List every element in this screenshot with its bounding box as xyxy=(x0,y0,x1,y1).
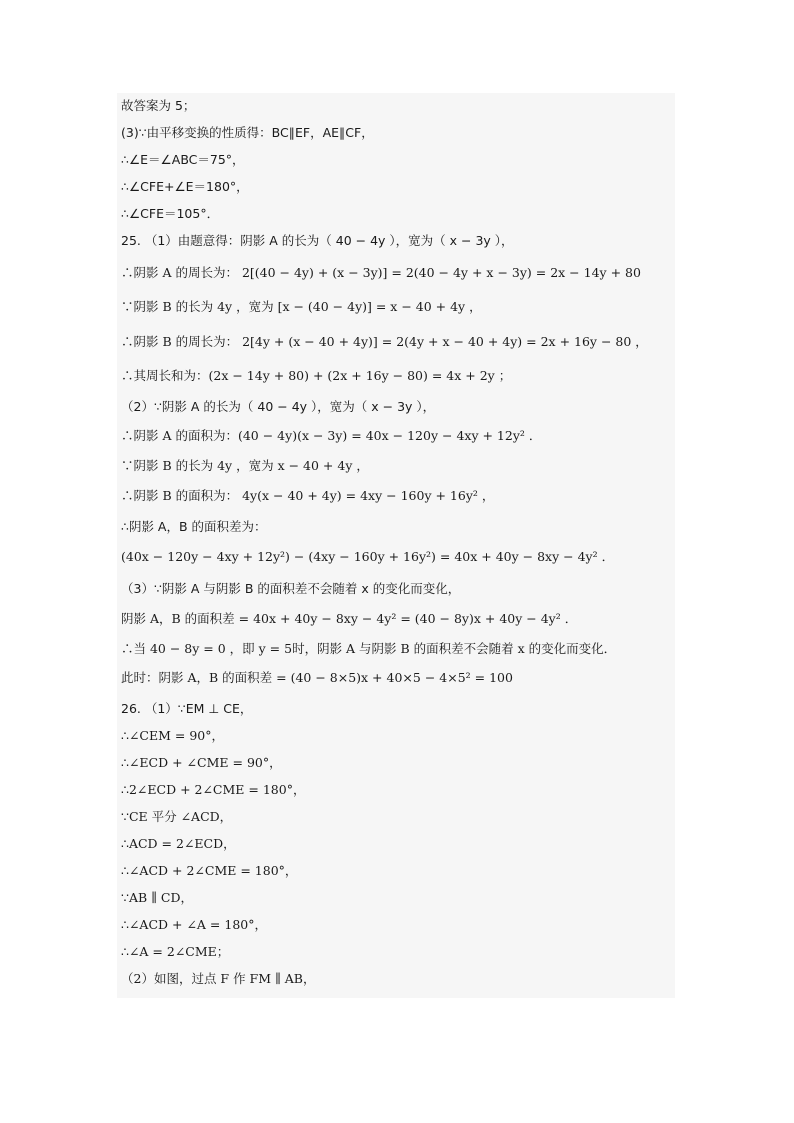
text-line: ∴∠CFE＝105°． xyxy=(121,206,220,221)
math-line: ∵阴影 B 的长为 4y ，宽为 [x − (40 − 4y)] = x − 40 + 4y ， xyxy=(121,299,482,314)
math-line: ∴∠CEM = 90°， xyxy=(121,728,224,743)
math-line: ∵AB ∥ CD， xyxy=(121,890,193,905)
math-line: 阴影 A，B 的面积差 = 40x + 40y − 8xy − 4y² = (40 − 8y)x + 40y − 4y² ． xyxy=(121,611,578,626)
math-line: ∴∠ACD + ∠A = 180°， xyxy=(121,917,267,932)
document-page xyxy=(117,93,675,998)
math-line: (40x − 120y − 4xy + 12y²) − (4xy − 160y + 16y²) = 40x + 40y − 8xy − 4y² ． xyxy=(121,549,615,564)
math-line: （2）如图，过点 F 作 FM ∥ AB， xyxy=(121,971,316,986)
math-line: ∵CE 平分 ∠ACD， xyxy=(121,809,233,824)
math-line: ∴阴影 B 的周长为： 2[4y + (x − 40 + 4y)] = 2(4y + x − 40 + 4y) = 2x + 16y − 80 ， xyxy=(121,334,648,349)
text-line: 26. （1）∵EM ⊥ CE， xyxy=(121,701,253,716)
text-line: ∴∠CFE+∠E＝180°， xyxy=(121,179,249,194)
math-line: ∴ACD = 2∠ECD， xyxy=(121,836,236,851)
text-line: （3）∵阴影 A 与阴影 B 的面积差不会随着 x 的变化而变化， xyxy=(121,581,461,596)
text-line: (3)∵由平移变换的性质得：BC∥EF，AE∥CF， xyxy=(121,125,374,140)
math-line: ∴∠A = 2∠CME； xyxy=(121,944,230,959)
math-line: 此时：阴影 A，B 的面积差 = (40 − 8×5)x + 40×5 − 4×5² = 100 xyxy=(121,670,513,685)
math-line: ∴∠ACD + 2∠CME = 180°， xyxy=(121,863,298,878)
math-line: ∴2∠ECD + 2∠CME = 180°， xyxy=(121,782,306,797)
math-line: ∴阴影 B 的面积为： 4y(x − 40 + 4y) = 4xy − 160y + 16y² ， xyxy=(121,488,495,503)
math-line: ∴阴影 A 的面积为：(40 − 4y)(x − 3y) = 40x − 120y − 4xy + 12y² ． xyxy=(121,428,542,443)
math-line: ∴∠ECD + ∠CME = 90°， xyxy=(121,755,282,770)
math-line: ∴当 40 − 8y = 0 ，即 y = 5时，阴影 A 与阴影 B 的面积差不会随着 x 的变化而变化． xyxy=(121,641,617,656)
text-line: 25. （1）由题意得：阴影 A 的长为（ 40 − 4y ），宽为（ x − 3y ）， xyxy=(121,233,514,248)
text-line: ∴∠E＝∠ABC＝75°， xyxy=(121,152,245,167)
math-line: ∵阴影 B 的长为 4y ，宽为 x − 40 + 4y ， xyxy=(121,458,369,473)
text-line: （2）∵阴影 A 的长为（ 40 − 4y ），宽为（ x − 3y ）， xyxy=(121,399,436,414)
math-line: ∴其周长和为：(2x − 14y + 80) + (2x + 16y − 80) = 4x + 2y ； xyxy=(121,368,512,383)
text-line: 故答案为 5； xyxy=(121,98,196,113)
math-line: ∴阴影 A 的周长为： 2[(40 − 4y) + (x − 3y)] = 2(40 − 4y + x − 3y) = 2x − 14y + 80 xyxy=(121,265,641,280)
text-line: ∴阴影 A，B 的面积差为： xyxy=(121,519,267,534)
